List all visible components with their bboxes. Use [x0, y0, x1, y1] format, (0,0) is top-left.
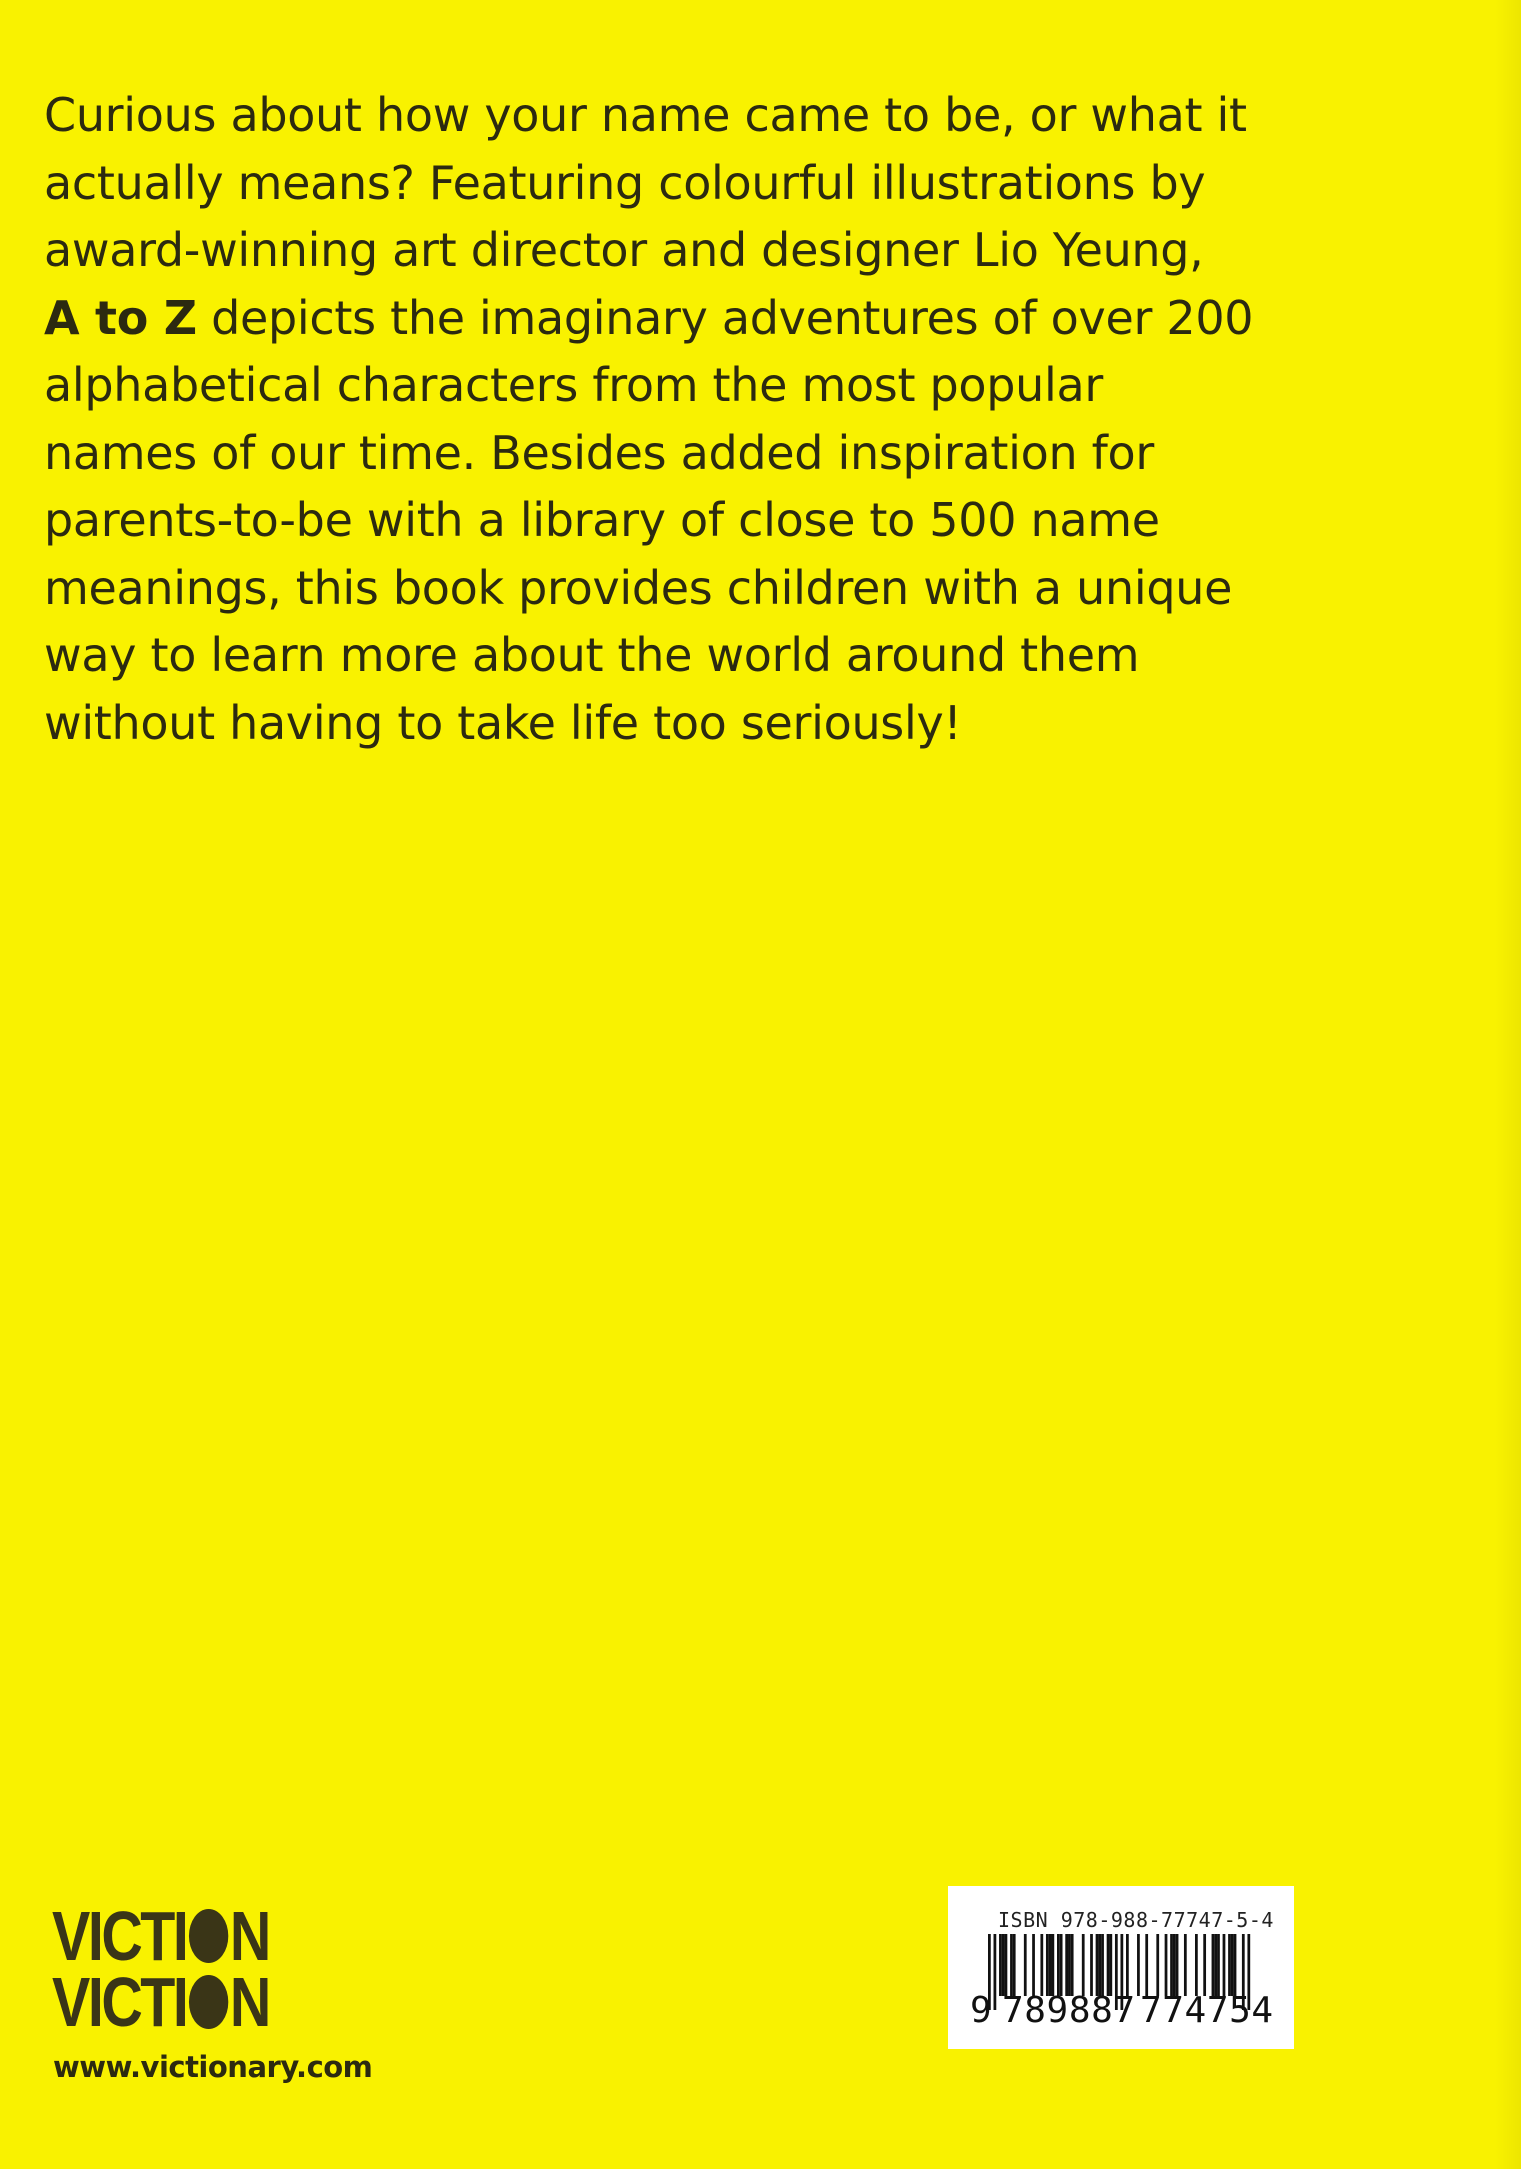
cover-edge-shade [1495, 0, 1521, 2169]
barcode-bar [1217, 1934, 1220, 1996]
barcode-bar [1170, 1934, 1173, 1996]
barcode-bar [1165, 1934, 1168, 1996]
barcode-bar [1126, 1934, 1129, 1996]
isbn-barcode [948, 1886, 1294, 2049]
blurb-line: way to learn more about the world around them [44, 628, 1140, 682]
barcode-bar [1057, 1934, 1060, 1996]
blurb-line: alphabetical characters from the most popular [44, 358, 1104, 412]
barcode-bar [1184, 1934, 1187, 1996]
barcode-bar [1212, 1934, 1215, 1996]
logo-dot-icon [189, 1975, 228, 2029]
barcode-bar [1060, 1934, 1063, 1996]
barcode-bar [1145, 1934, 1148, 1996]
barcode-bar [1049, 1934, 1052, 1996]
barcode-bar [1228, 1934, 1231, 1996]
logo-line-bottom: VICTI N [52, 1963, 269, 2041]
publisher-logo [52, 1897, 316, 2041]
barcode-bar [1098, 1934, 1101, 1996]
blurb-line: without having to take life too seriously! [44, 695, 962, 750]
barcode-bar [1032, 1934, 1035, 1996]
blurb-line: meanings, this book provides children with a unique [44, 560, 1233, 615]
barcode-bar [1096, 1934, 1099, 1996]
barcode-bar [1051, 1934, 1054, 1996]
blurb-line: award-winning art director and designer Lio Yeung, [44, 223, 1204, 277]
barcode-bar [1223, 1934, 1226, 1996]
barcode-bar [1082, 1934, 1085, 1996]
barcode-bar [1173, 1934, 1176, 1996]
barcode-bar [1010, 1934, 1013, 1996]
blurb-line: actually means? Featuring colourful illustrations by [44, 155, 1206, 210]
barcode-bar [1107, 1934, 1110, 1996]
barcode-left-digits: 789887 [1002, 1990, 1136, 2031]
barcode-bar [1071, 1934, 1074, 1996]
blurb-line: Curious about how your name came to be, or what it [44, 88, 1247, 142]
blurb-line: A to Z depicts the imaginary adventures of over 200 [44, 290, 1254, 345]
barcode-bar [1065, 1934, 1068, 1996]
barcode-bar [1156, 1934, 1159, 1996]
barcode-bar [1137, 1934, 1140, 1996]
barcode-bar [1005, 1934, 1008, 1996]
barcode-bar [999, 1934, 1002, 1996]
isbn-label: ISBN 978-988-77747-5-4 [998, 1908, 1274, 1932]
publisher-website: www.victionary.com [53, 2050, 373, 2084]
barcode-right-digits: 774754 [1140, 1990, 1274, 2031]
book-blurb [44, 82, 1444, 757]
barcode-bar [1090, 1934, 1093, 1996]
barcode-bar [1101, 1934, 1104, 1996]
blurb-line: parents-to-be with a library of close to 500 name [44, 493, 1160, 547]
barcode-bar [1176, 1934, 1179, 1996]
barcode-bar [1068, 1934, 1071, 1996]
barcode-bar [1234, 1934, 1237, 1996]
barcode-bar [994, 1934, 997, 2010]
barcode-bar [1040, 1934, 1043, 1996]
barcode-bar [1214, 1934, 1217, 1996]
book-title-bold: A to Z [44, 290, 197, 345]
logo-dot-icon [189, 1909, 228, 1963]
logo-line-top: VICTI N [52, 1897, 269, 1975]
barcode-bar [1002, 1934, 1005, 1996]
blurb-line: names of our time. Besides added inspiration for [44, 425, 1154, 480]
barcode-bar [1109, 1934, 1112, 1996]
barcode-bar [1203, 1934, 1206, 1996]
barcode-bar [1024, 1934, 1027, 1996]
barcode-first-digit: 9 [970, 1990, 992, 2031]
barcode-bar [1046, 1934, 1049, 1996]
barcode-bar [1013, 1934, 1016, 1996]
barcode-bar [1195, 1934, 1198, 1996]
barcode-bar [1231, 1934, 1234, 1996]
